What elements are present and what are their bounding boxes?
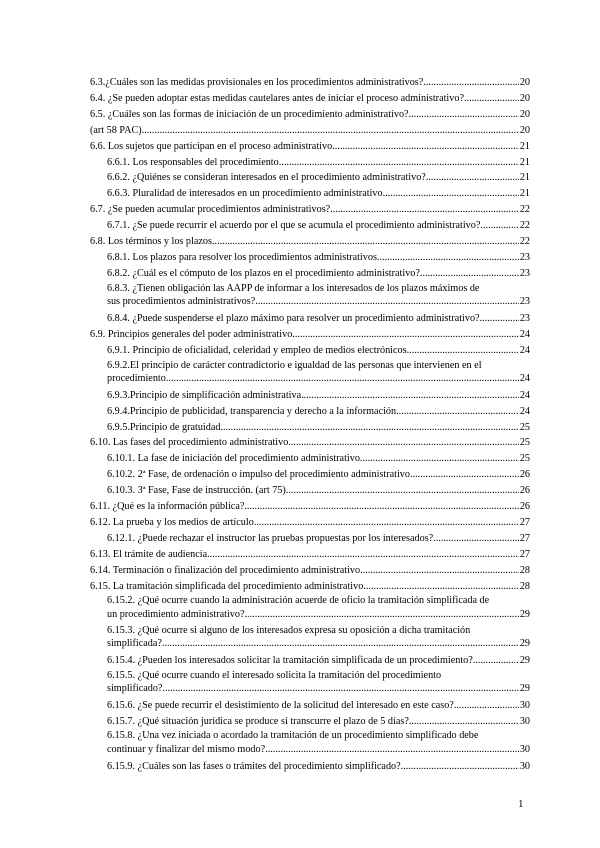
toc-entry-page: 30 xyxy=(519,699,530,711)
toc-entry-page: 24 xyxy=(519,372,530,384)
toc-entry[interactable] xyxy=(90,698,530,714)
toc-dot-leader xyxy=(255,295,519,308)
toc-entry-title: 6.5. ¿Cuáles son las formas de iniciación de un procedimiento administrativo? xyxy=(90,108,409,120)
toc-entry[interactable] xyxy=(90,359,530,385)
toc-entry-page: 20 xyxy=(519,92,530,104)
toc-entry-title: 6.15.6. ¿Se puede recurrir el desistimiento de la solicitud del interesado en este caso? xyxy=(107,699,454,711)
toc-entry-page: 20 xyxy=(519,108,530,120)
toc-entry[interactable] xyxy=(90,123,530,139)
toc-entry[interactable] xyxy=(90,91,530,107)
toc-entry[interactable] xyxy=(90,202,530,218)
toc-dot-leader xyxy=(409,107,519,123)
toc-entry[interactable] xyxy=(90,653,530,669)
toc-dot-leader xyxy=(220,420,518,436)
toc-entry-title: continuar y finalizar del mismo modo? xyxy=(107,743,266,755)
toc-entry[interactable] xyxy=(90,579,530,595)
toc-entry-title: 6.10.2. 2ª Fase, de ordenación o impulso del procedimiento administrativo xyxy=(107,469,410,481)
toc-entry-title: 6.15. La tramitación simplificada del procedimiento administrativo xyxy=(90,580,364,592)
toc-entry-page: 28 xyxy=(519,580,530,592)
toc-entry-title: 6.4. ¿Se pueden adoptar estas medidas cautelares antes de iniciar el proceso administrativo? xyxy=(90,92,464,104)
toc-entry-title: 6.12. La prueba y los medios de artículo xyxy=(90,516,254,528)
toc-dot-leader xyxy=(330,202,519,218)
toc-dot-leader xyxy=(166,372,519,385)
toc-entry-page: 23 xyxy=(519,312,530,324)
toc-entry-page: 27 xyxy=(519,532,530,544)
toc-dot-leader xyxy=(420,266,519,282)
toc-entry[interactable] xyxy=(90,234,530,250)
toc-entry-title: 6.8.2. ¿Cuál es el cómputo de los plazos en el procedimiento administrativo? xyxy=(107,267,420,279)
toc-entry-page: 26 xyxy=(519,469,530,481)
toc-entry[interactable] xyxy=(90,311,530,327)
toc-entry-title: 6.3.¿Cuáles son las medidas provisionales en los procedimientos administrativos? xyxy=(90,77,424,88)
toc-entry-page: 30 xyxy=(519,760,530,772)
toc-entry[interactable] xyxy=(90,714,530,730)
toc-entry-page: 22 xyxy=(519,236,530,248)
toc-dot-leader xyxy=(426,170,519,186)
toc-entry-page: 23 xyxy=(519,251,530,263)
toc-entry-page: 22 xyxy=(519,220,530,232)
toc-entry[interactable] xyxy=(90,515,530,531)
toc-entry-page: 26 xyxy=(519,485,530,497)
toc-entry-title: 6.12.1. ¿Puede rechazar el instructor las pruebas propuestas por los interesados? xyxy=(107,532,434,544)
toc-dot-leader xyxy=(279,155,519,171)
page-number: 1 xyxy=(518,798,524,810)
toc-entry-page: 25 xyxy=(519,421,530,433)
toc-entry[interactable] xyxy=(90,624,530,650)
toc-entry-page: 29 xyxy=(519,637,530,649)
toc-dot-leader xyxy=(464,91,519,107)
toc-entry-page: 20 xyxy=(519,77,530,88)
toc-entry[interactable] xyxy=(90,107,530,123)
toc-entry[interactable] xyxy=(90,594,530,620)
toc-entry-title: 6.9.4.Principio de publicidad, transparencia y derecho a la información xyxy=(107,405,397,417)
toc-dot-leader xyxy=(292,327,519,343)
toc-dot-leader xyxy=(142,123,519,139)
toc-entry-title: 6.15.4. ¿Pueden los interesados solicitar la tramitación simplificada de un procedimiento? xyxy=(107,654,473,666)
toc-entry-page: 22 xyxy=(519,204,530,216)
toc-entry-title: simplificado? xyxy=(107,682,163,694)
toc-entry-page: 21 xyxy=(519,188,530,200)
toc-entry-page: 29 xyxy=(519,608,530,620)
toc-entry[interactable] xyxy=(90,729,530,755)
toc-dot-leader xyxy=(207,547,519,563)
toc-dot-leader xyxy=(423,75,519,91)
toc-entry-page: 24 xyxy=(519,405,530,417)
toc-dot-leader xyxy=(254,515,519,531)
toc-entry-page: 20 xyxy=(519,124,530,136)
toc-entry-page: 30 xyxy=(519,715,530,727)
toc-dot-leader xyxy=(212,234,519,250)
toc-entry[interactable] xyxy=(90,420,530,436)
toc-entry-page: 24 xyxy=(519,344,530,356)
toc-entry-title-line1: 6.8.3. ¿Tienen obligación las AAPP de informar a los interesados de los plazos máximos de xyxy=(107,282,480,294)
toc-entry-page: 23 xyxy=(519,295,530,307)
toc-entry[interactable] xyxy=(90,250,530,266)
toc-entry-title: 6.7. ¿Se pueden acumular procedimientos administrativos? xyxy=(90,204,331,216)
toc-entry-page: 27 xyxy=(519,548,530,560)
toc-entry-title-line1: 6.15.3. ¿Qué ocurre si alguno de los interesados expresa su oposición a dicha tramitación xyxy=(107,624,471,636)
toc-entry[interactable] xyxy=(90,266,530,282)
toc-entry-title: simplificada? xyxy=(107,637,162,649)
toc-dot-leader xyxy=(396,404,519,420)
toc-dot-leader xyxy=(407,343,519,359)
toc-entry-title-line1: 6.15.8. ¿Una vez iniciada o acordado la tramitación de un procedimiento simplificado debe xyxy=(107,730,479,742)
toc-dot-leader xyxy=(332,139,519,155)
toc-dot-leader xyxy=(265,743,519,756)
toc-entry[interactable] xyxy=(90,483,530,499)
toc-entry[interactable] xyxy=(90,435,530,451)
toc-entry-title: 6.9.1. Principio de oficialidad, celeridad y empleo de medios electrónicos xyxy=(107,344,407,356)
toc-entry-title: 6.15.7. ¿Qué situación jurídica se produce si transcurre el plazo de 5 días? xyxy=(107,715,409,727)
toc-entry-title: 6.7.1. ¿Se puede recurrir el acuerdo por el que se acumula el procedimiento administrativo? xyxy=(107,220,481,232)
toc-dot-leader xyxy=(480,218,518,234)
toc-entry[interactable] xyxy=(90,547,530,563)
toc-dot-leader xyxy=(377,250,519,266)
toc-entry-page: 25 xyxy=(519,453,530,465)
toc-entry-page: 21 xyxy=(519,172,530,184)
toc-entry-title-line1: 6.9.2.El principio de carácter contradictorio e igualdad de las personas que intervienen en el xyxy=(107,359,482,371)
toc-entry[interactable] xyxy=(90,327,530,343)
toc-entry-title: 6.6.1. Los responsables del procedimiento xyxy=(107,156,279,168)
toc-entry-title: 6.15.9. ¿Cuáles son las fases o trámites del procedimiento simplificado? xyxy=(107,760,401,772)
toc-entry-title: 6.6. Los sujetos que participan en el proceso administrativo xyxy=(90,140,333,152)
toc-entry[interactable] xyxy=(90,282,530,308)
toc-entry-title: 6.11. ¿Qué es la información pública? xyxy=(90,501,245,513)
toc-dot-leader xyxy=(480,311,519,327)
toc-entry-title: 6.6.3. Pluralidad de interesados en un procedimiento administrativo xyxy=(107,188,383,200)
toc-entry[interactable] xyxy=(90,759,530,775)
toc-entry-title: 6.8.1. Los plazos para resolver los procedimientos administrativos xyxy=(107,251,377,263)
toc-entry-title-line1: 6.15.2. ¿Qué ocurre cuando la administración acuerde de oficio la tramitación simplificada de xyxy=(107,595,490,607)
toc-entry-title: 6.14. Terminación o finalización del procedimiento administrativo xyxy=(90,564,361,576)
toc-entry-title: 6.6.2. ¿Quiénes se consideran interesados en el procedimiento administrativo? xyxy=(107,172,426,184)
toc-dot-leader xyxy=(245,608,519,621)
toc-dot-leader xyxy=(288,435,518,451)
toc-dot-leader xyxy=(401,759,519,775)
toc-entry-page: 21 xyxy=(519,140,530,152)
toc-dot-leader xyxy=(360,451,519,467)
toc-dot-leader xyxy=(244,499,518,515)
toc-dot-leader xyxy=(363,579,519,595)
toc-entry-page: 23 xyxy=(519,267,530,279)
toc-entry[interactable] xyxy=(90,343,530,359)
toc-entry-title: un procedimiento administrativo? xyxy=(107,608,245,620)
toc-dot-leader xyxy=(301,388,519,404)
toc-dot-leader xyxy=(383,186,519,202)
toc-entry[interactable] xyxy=(90,404,530,420)
toc-entry[interactable] xyxy=(90,139,530,155)
toc-entry[interactable] xyxy=(90,186,530,202)
toc-entry-page: 27 xyxy=(519,516,530,528)
toc-dot-leader xyxy=(162,682,518,695)
toc-entry-page: 28 xyxy=(519,564,530,576)
toc-entry[interactable] xyxy=(90,218,530,234)
toc-entry-title: procedimiento xyxy=(107,372,166,384)
toc-entry-title: 6.8. Los términos y los plazos xyxy=(90,236,212,248)
toc-dot-leader xyxy=(433,531,519,547)
toc-entry-page: 29 xyxy=(519,682,530,694)
toc-entry-page: 29 xyxy=(519,654,530,666)
toc-entry-title: 6.10. Las fases del procedimiento administrativo xyxy=(90,437,289,449)
toc-entry[interactable] xyxy=(90,531,530,547)
toc-entry[interactable] xyxy=(90,388,530,404)
toc-entry[interactable] xyxy=(90,170,530,186)
toc-dot-leader xyxy=(454,698,519,714)
toc-entry[interactable] xyxy=(90,669,530,695)
toc-entry-page: 24 xyxy=(519,328,530,340)
table-of-contents xyxy=(90,75,530,774)
toc-entry[interactable] xyxy=(90,467,530,483)
toc-dot-leader xyxy=(286,483,519,499)
toc-dot-leader xyxy=(410,467,519,483)
toc-entry[interactable] xyxy=(90,451,530,467)
toc-entry-title: 6.9. Principios generales del poder administrativo xyxy=(90,328,293,340)
toc-dot-leader xyxy=(409,714,519,730)
toc-dot-leader xyxy=(162,637,519,650)
toc-dot-leader xyxy=(473,653,519,669)
toc-entry[interactable] xyxy=(90,563,530,579)
toc-entry-page: 26 xyxy=(519,501,530,513)
toc-entry-title: sus procedimientos administrativos? xyxy=(107,295,256,307)
toc-entry[interactable] xyxy=(90,75,530,91)
toc-dot-leader xyxy=(360,563,519,579)
toc-entry-page: 24 xyxy=(519,389,530,401)
toc-entry-title: 6.9.5.Principio de gratuidad xyxy=(107,421,221,433)
toc-entry-title: 6.10.1. La fase de iniciación del procedimiento administrativo xyxy=(107,453,360,465)
toc-entry-title: 6.10.3. 3ª Fase, Fase de instrucción. (art 75) xyxy=(107,485,286,497)
toc-entry-title-line1: 6.15.5. ¿Qué ocurre cuando el interesado solicita la tramitación del procedimiento xyxy=(107,669,442,681)
toc-entry-title: 6.8.4. ¿Puede suspenderse el plazo máximo para resolver un procedimiento administrativo? xyxy=(107,312,480,324)
toc-entry[interactable] xyxy=(90,155,530,171)
toc-entry-page: 21 xyxy=(519,156,530,168)
toc-entry-page: 25 xyxy=(519,437,530,449)
toc-entry[interactable] xyxy=(90,499,530,515)
toc-entry-title: (art 58 PAC) xyxy=(90,124,142,136)
toc-entry-title: 6.13. El trámite de audiencia xyxy=(90,548,208,560)
toc-entry-page: 30 xyxy=(519,743,530,755)
toc-entry-title: 6.9.3.Principio de simplificación administrativa xyxy=(107,389,302,401)
